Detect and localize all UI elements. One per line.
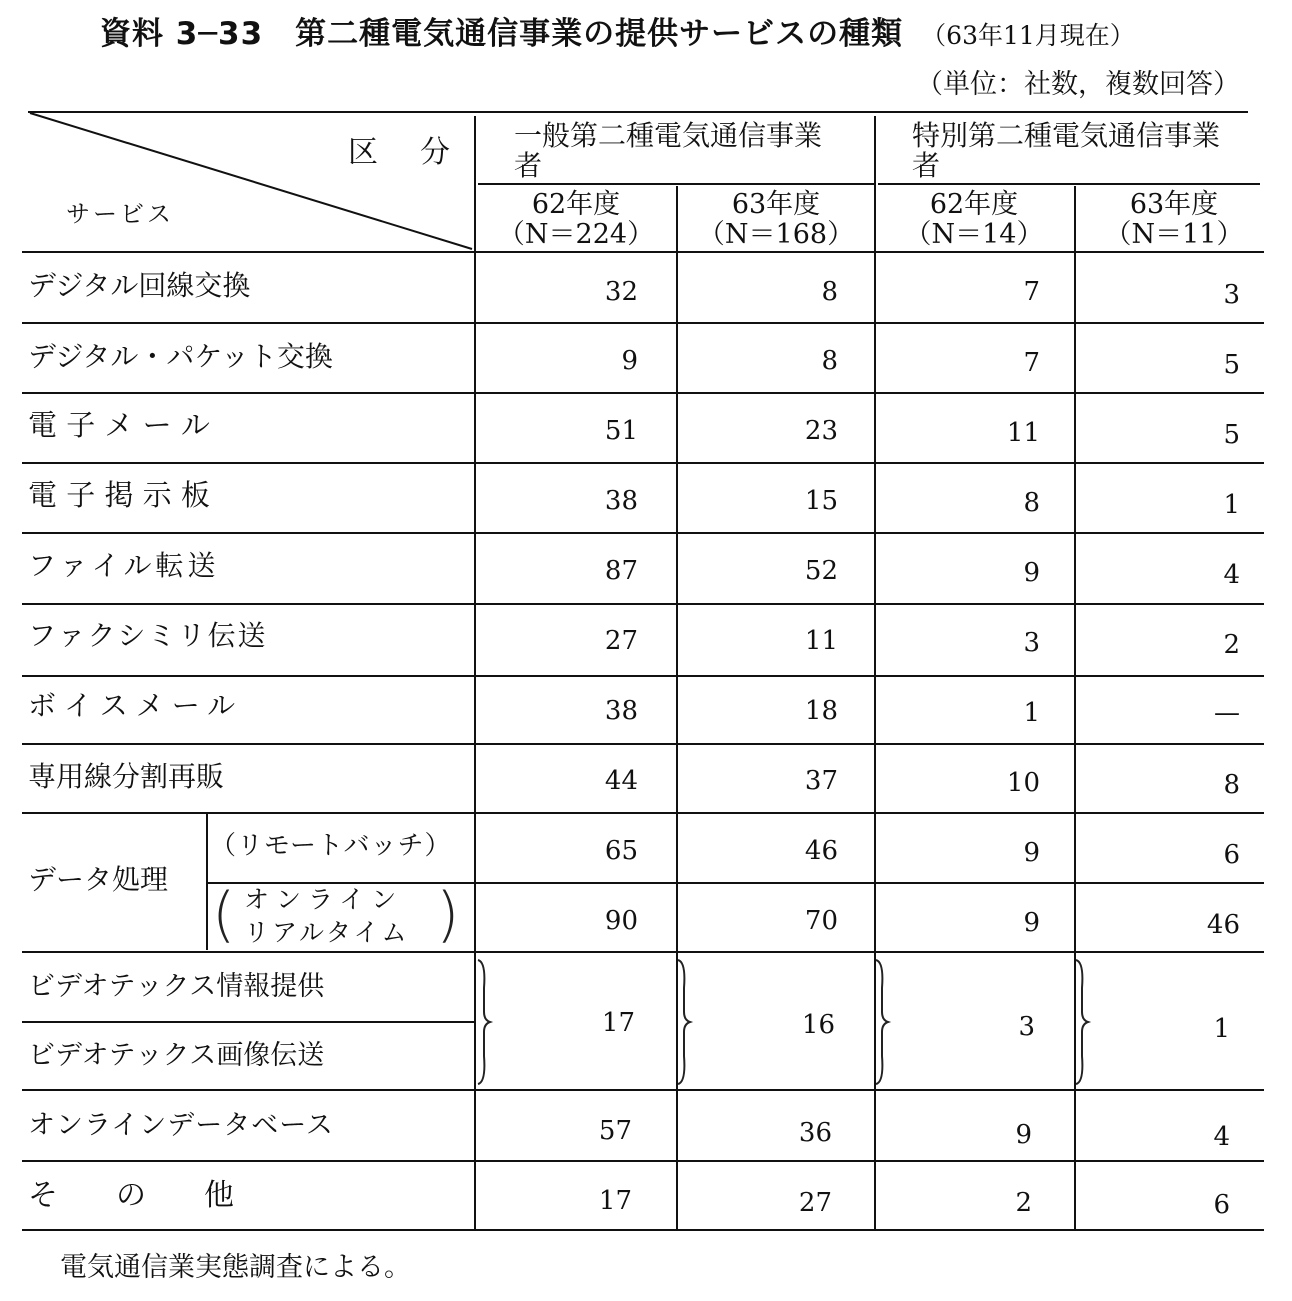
cell-value: 3 <box>1023 628 1040 658</box>
cell-value: 18 <box>804 696 838 726</box>
corner-category-label: 区 分 <box>348 135 456 170</box>
cell-value: 37 <box>804 766 838 796</box>
cell-value: 57 <box>598 1116 632 1146</box>
cell-value: 9 <box>1023 558 1040 588</box>
row-label: オンラインデータベース <box>28 1110 334 1141</box>
cell-value: 51 <box>604 416 638 446</box>
rule-row-videotex <box>22 1021 474 1023</box>
cell-value: 65 <box>604 836 638 866</box>
row-label: ファイル転送 <box>28 549 220 582</box>
group-general-label: 一般第二種電気通信事業者 <box>514 119 823 182</box>
unit-note: （単位：社数，複数回答） <box>916 69 1240 100</box>
cell-value: 32 <box>604 277 638 307</box>
cell-value: 52 <box>804 556 838 586</box>
cell-value: 9 <box>1023 838 1040 868</box>
rule-row <box>22 1089 1264 1091</box>
brace-icon <box>476 958 496 1086</box>
cell-value: 11 <box>804 626 838 656</box>
cell-value: 7 <box>1023 348 1040 378</box>
group-special-label: 特別第二種電気通信事業者 <box>912 119 1221 182</box>
rule-header-bottom <box>22 251 1264 253</box>
cell-value: 27 <box>604 626 638 656</box>
cell-value: 46 <box>1206 910 1240 940</box>
row-label: ビデオテックス情報提供 <box>28 971 325 1002</box>
column-year: 62年度 <box>531 189 621 220</box>
row-label: そ の 他 <box>28 1178 248 1213</box>
cell-value: 46 <box>804 836 838 866</box>
cell-value: 5 <box>1223 350 1240 380</box>
cell-value: — <box>1214 698 1240 728</box>
column-n: （N＝168） <box>697 219 855 250</box>
brace-icon <box>874 958 894 1086</box>
column-header-3 <box>876 190 1072 250</box>
cell-value: 6 <box>1223 840 1240 870</box>
brace-icon <box>1074 958 1094 1086</box>
row-label: データ処理 <box>28 863 169 896</box>
sub-row-label: （リモートバッチ） <box>210 831 452 861</box>
rule-row <box>22 812 1264 814</box>
rule-row <box>22 532 1264 534</box>
cell-value: 2 <box>1015 1188 1032 1218</box>
title-label: 資料 3─33 第二種電気通信事業の提供サービスの種類 <box>100 16 904 52</box>
cell-value: 1 <box>1213 1014 1230 1044</box>
rule-row <box>22 675 1264 677</box>
row-label: 専用線分割再販 <box>28 760 225 793</box>
cell-value: 7 <box>1023 277 1040 307</box>
cell-value: 10 <box>1006 768 1040 798</box>
rule-row <box>22 1160 1264 1162</box>
rule-row <box>22 322 1264 324</box>
cell-value: 8 <box>1223 770 1240 800</box>
rule-row <box>22 603 1264 605</box>
cell-value: 44 <box>604 766 638 796</box>
row-label: デジタル回線交換 <box>28 269 251 302</box>
cell-value: 11 <box>1006 418 1040 448</box>
column-n: （N＝14） <box>904 219 1044 250</box>
rule-row <box>22 462 1264 464</box>
paren-close: ) <box>436 880 460 950</box>
column-header-4 <box>1076 190 1272 250</box>
cell-value: 4 <box>1223 560 1240 590</box>
cell-value: 9 <box>1023 908 1040 938</box>
column-header-1 <box>478 190 674 250</box>
cell-value: 1 <box>1023 698 1040 728</box>
column-n: （N＝11） <box>1104 219 1244 250</box>
row-label: デジタル・パケット交換 <box>28 340 333 373</box>
corner-diagonal <box>28 111 474 251</box>
column-year: 62年度 <box>929 189 1019 220</box>
rule-bottom <box>22 1229 1264 1231</box>
rule-row <box>22 743 1264 745</box>
column-year: 63年度 <box>731 189 821 220</box>
brace-icon <box>676 958 696 1086</box>
rule-sub-divider <box>206 814 208 950</box>
cell-value: 70 <box>804 906 838 936</box>
cell-value: 90 <box>604 906 638 936</box>
rule-row-sub <box>206 882 1264 884</box>
corner-service-label: サービス <box>66 200 174 228</box>
sub-row-label-line2: リアルタイム <box>244 918 410 947</box>
cell-value: 2 <box>1223 630 1240 660</box>
cell-value: 36 <box>798 1118 832 1148</box>
rule-group-general <box>478 183 874 185</box>
cell-value: 8 <box>821 277 838 307</box>
column-header-2 <box>678 190 874 250</box>
row-label: ボイスメール <box>28 689 244 722</box>
row-label: 電 子 メ ー ル <box>28 408 210 442</box>
title-as-of: （63年11月現在） <box>921 21 1135 50</box>
source-note: 電気通信業実態調査による。 <box>60 1252 411 1283</box>
cell-value: 6 <box>1213 1190 1230 1220</box>
row-label: ビデオテックス画像伝送 <box>28 1040 325 1071</box>
cell-value: 1 <box>1223 490 1240 520</box>
cell-value: 16 <box>801 1010 835 1040</box>
paren-open: ( <box>212 880 236 950</box>
rule-row <box>22 392 1264 394</box>
cell-value: 4 <box>1213 1122 1230 1152</box>
cell-value: 9 <box>621 346 638 376</box>
rule-row <box>22 951 1264 953</box>
cell-value: 38 <box>604 486 638 516</box>
cell-value: 38 <box>604 696 638 726</box>
cell-value: 8 <box>821 346 838 376</box>
cell-value: 9 <box>1015 1120 1032 1150</box>
row-label: ファクシミリ伝送 <box>28 619 268 652</box>
page-title <box>100 8 1135 53</box>
cell-value: 27 <box>798 1188 832 1218</box>
cell-value: 3 <box>1018 1012 1035 1042</box>
cell-value: 15 <box>804 486 838 516</box>
sub-row-label-line1: オンライン <box>244 885 404 914</box>
rule-group-special <box>878 183 1260 185</box>
row-label: 電 子 掲 示 板 <box>28 478 210 512</box>
cell-value: 8 <box>1023 488 1040 518</box>
cell-value: 3 <box>1223 280 1240 310</box>
cell-value: 5 <box>1223 420 1240 450</box>
cell-value: 17 <box>601 1008 635 1038</box>
cell-value: 17 <box>598 1186 632 1216</box>
column-n: （N＝224） <box>497 219 655 250</box>
cell-value: 87 <box>604 556 638 586</box>
column-year: 63年度 <box>1129 189 1219 220</box>
cell-value: 23 <box>804 416 838 446</box>
